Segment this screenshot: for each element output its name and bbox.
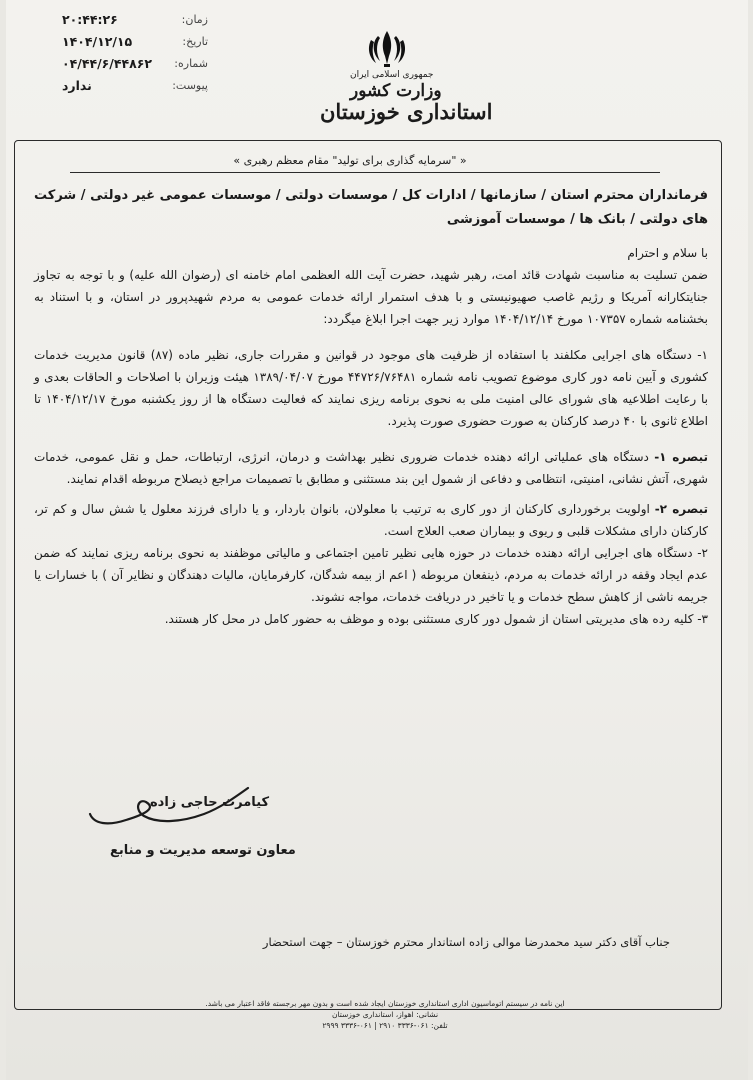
note-2-label: تبصره ۲- [654, 502, 708, 516]
ministry-name: وزارت کشور [350, 81, 442, 101]
letter-footer [190, 998, 580, 1031]
letter-body [34, 184, 708, 638]
item-1: ۱- دستگاه های اجرایی مکلفند با استفاده از ظرفیت های موجود در قوانین و مقررات جاری، نظیر ماده (۸۷) قانون مدیریت خدمات کشوری و آیین نامه دور کاری موضوع تصویب نامه شماره ۴۴۷۲۶/۷۶۴۸۱ مورخ ۱۳۸۹/۰۴/۰۷ هیئت وزیران با اصلاحات و الحاقات بعدی و با رعایت اطلاعیه های شورای عالی امنیت ملی به نحوی برنامه ریزی نمایند که فعالیت دستگاه ها از روز یکشنبه مورخ ۱۴۰۴/۱۲/۱۷ تا اطلاع ثانوی با ۴۰ درصد کارکنان به صورت حضوری صورت پذیرد. [34, 348, 709, 428]
meta-number-value: ۰۴/۴۴/۶/۴۴۸۶۲ [62, 55, 152, 71]
meta-attachment [58, 74, 208, 96]
note-2-text: اولویت برخورداری کارکنان از دور کاری به ترتیب با معلولان، بانوان باردار، و یا دارای فرزند معلول یا شش سال و کم تر، کارکنان دارای مشکلات قلبی و ریوی و بیماران صعب العلاج است. [34, 502, 708, 538]
footer-address: نشانی: اهواز، استانداری خوزستان [331, 1010, 439, 1019]
note-2 [34, 498, 708, 542]
item-2: ۲- دستگاه های اجرایی ارائه دهنده خدمات در حوزه هایی نظیر تامین اجتماعی و مالیاتی موظفند به نحوی برنامه ریزی نمایند که ضمن عدم ایجاد وقفه در ارائه خدمات به مردم، ذینفعان مربوطه ( اعم از بیمه شدگان، کارفرمایان، مالیات دهندگان و نظایر آن ) با خسارات یا جریمه ناشی از کاهش سطح خدمات و یا تاخیر در دریافت خدمات، مواجه نشوند. [34, 546, 708, 604]
intro-paragraph: ضمن تسلیت به مناسبت شهادت قائد امت، رهبر شهید، حضرت آیت الله العظمی امام خامنه ای (رضوان الله علیه) و با توجه به تجاوز جنایتکارانه آمریکا و رژیم غاصب صهیونیستی و با هدف استمرار ارائه خدمات عمومی به مردم شهیدپرور در استان، و با استناد به بخشنامه شماره ۱۰۷۳۵۷ مورخ ۱۴۰۴/۱۲/۱۴ موارد زیر جهت اجرا ابلاغ میگردد: [34, 268, 708, 326]
meta-date [58, 30, 208, 52]
meta-time-label: زمان: [181, 12, 208, 26]
note-1-text: دستگاه های عملیاتی ارائه دهنده خدمات ضروری نظیر بهداشت و درمان، انرژی، ارتباطات، حمل و نقل عمومی، خدمات شهری، آتش نشانی، امنیتی، انتظامی و دفاعی از شمول این بند مستثنی و مطابق با تصمیمات مراجع ذیصلاح مربوطه اقدام نمایند. [34, 450, 708, 486]
carbon-copy: جناب آقای دکتر سید محمدرضا موالی زاده استاندار محترم خوزستان – جهت استحضار [262, 935, 670, 949]
meta-time-value: ۲۰:۴۴:۲۶ [62, 11, 118, 27]
meta-date-value: ۱۴۰۴/۱۲/۱۵ [62, 33, 133, 49]
letter-meta [58, 8, 208, 96]
meta-number [58, 52, 208, 74]
meta-attachment-label: پیوست: [172, 78, 208, 92]
footer-disclaimer: این نامه در سیستم اتوماسیون اداری استانداری خوزستان ایجاد شده است و بدون مهر برجسته فاقد اعتبار می باشد. [205, 999, 565, 1008]
emblem-caption: جمهوری اسلامی ایران [350, 70, 434, 80]
signatory-name: کیامرث حاجی زاده [150, 795, 270, 810]
meta-number-label: شماره: [174, 56, 208, 70]
meta-time [58, 8, 208, 30]
note-1 [34, 446, 708, 490]
handwritten-signature [86, 780, 266, 840]
greeting: با سلام و احترام [627, 246, 708, 260]
slogan: « "سرمایه گذاری برای تولید" مقام معظم رهبری » [233, 154, 467, 167]
signatory-title: معاون توسعه مدیریت و منابع [110, 843, 296, 858]
item-3: ۳- کلیه رده های مدیریتی استان از شمول دور کاری مستثنی بوده و موظف به حضور کامل در محل کار هستند. [164, 612, 708, 626]
governorate-name: استانداری خوزستان [320, 99, 493, 124]
letterhead [320, 28, 493, 124]
note-1-label: تبصره ۱- [654, 450, 708, 464]
iran-emblem-icon [365, 28, 409, 68]
meta-attachment-value: ندارد [62, 77, 92, 93]
recipients: فرمانداران محترم استان / سازمانها / ادارات کل / موسسات دولتی / موسسات عمومی غیر دولتی / شرکت های دولتی / بانک ها / موسسات آموزشی [34, 188, 708, 227]
divider [70, 172, 660, 173]
footer-phone: تلفن: ۰۶۱-۳۳۳۶ ۲۹۱۰ | ۰۶۱-۳۳۳۶ ۲۹۹۹ [322, 1021, 448, 1030]
meta-date-label: تاریخ: [182, 34, 208, 48]
